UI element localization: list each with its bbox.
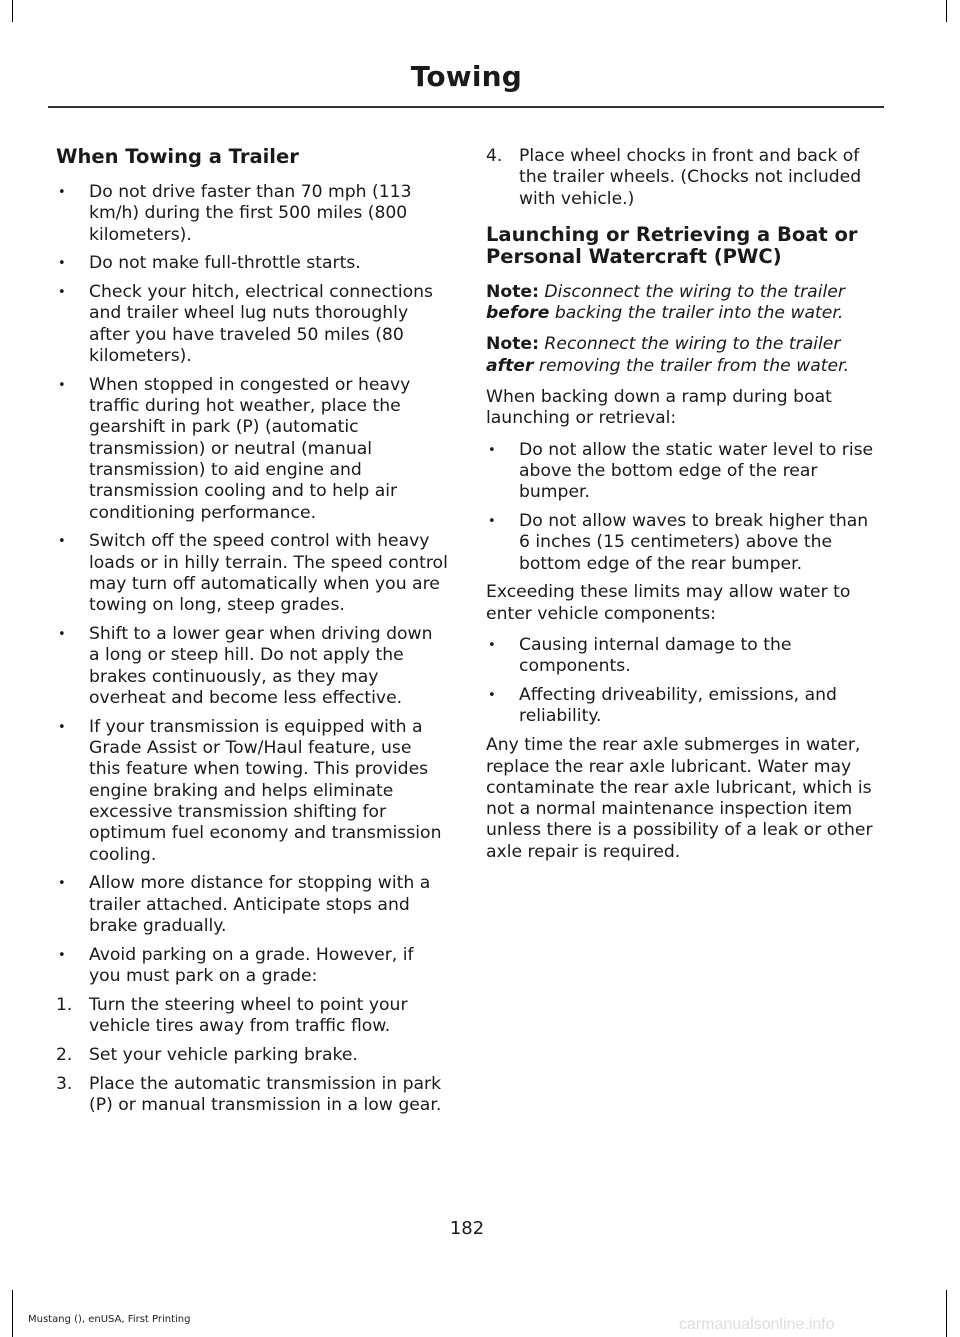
right-column [486,146,884,873]
list-item: • Affecting driveability, emissions, and reliability. [488,685,837,727]
numbered-step: 1. Turn the steering wheel to point your vehicle tires away from traffic flow. [56,994,408,1037]
edition-footer: Mustang (), enUSA, First Printing [28,1314,191,1325]
note-disconnect-wiring: Note: Disconnect the wiring to the trailer before backing the trailer into the water. [486,281,845,324]
list-item: • Causing internal damage to the components. [488,635,792,677]
list-item: • Check your hitch, electrical connections and trailer wheel lug nuts thoroughly after you have traveled 50 miles (80 kilometers). [58,282,433,367]
parking-steps-list-continued [486,146,884,210]
section-heading-towing-trailer: When Towing a Trailer [56,145,299,168]
crop-mark-top-left-vertical [12,0,13,22]
consequences-bullet-list [486,635,884,728]
page-header-title: Towing [410,60,522,93]
ramp-intro-paragraph: When backing down a ramp during boat launching or retrieval: [486,387,832,429]
page-number: 182 [449,1218,485,1239]
list-item: • Do not drive faster than 70 mph (113 km/h) during the first 500 miles (800 kilometers). [58,182,412,245]
towing-bullet-list [56,182,448,987]
section-heading-boat-launch: Launching or Retrieving a Boat or Personal Watercraft (PWC) [486,222,858,268]
crop-mark-bottom-right-vertical [946,1290,947,1337]
list-item: • Shift to a lower gear when driving down a long or steep hill. Do not apply the brakes continuously, as they may overheat and become less effective. [58,624,433,709]
header-rule [48,106,884,108]
list-item: • Do not make full-throttle starts. [58,253,361,274]
crop-mark-bottom-left-vertical [12,1290,13,1337]
list-item: • When stopped in congested or heavy traffic during hot weather, place the gearshift in park (P) (automatic transmission) or neutral (manual transmission) to aid engine and transmission cooling and to help air conditioning performance. [58,374,411,523]
list-item: • Switch off the speed control with heavy loads or in hilly terrain. The speed control may turn off automatically when you are towing on long, steep grades. [58,531,448,616]
axle-lubricant-paragraph: Any time the rear axle submerges in water, replace the rear axle lubricant. Water may contaminate the rear axle lubricant, which is not a normal maintenance inspection item unless there is a possibility of a leak or other axle repair is required. [486,735,873,862]
list-item: • If your transmission is equipped with a Grade Assist or Tow/Haul feature, use this feature when towing. This provides engine braking and helps eliminate excessive transmission shifting for optimum fuel economy and transmission cooling. [58,716,442,865]
list-item: • Do not allow waves to break higher than 6 inches (15 centimeters) above the bottom edge of the rear bumper. [488,511,869,574]
exceed-limits-paragraph: Exceeding these limits may allow water to enter vehicle components: [486,582,851,624]
numbered-step: 4. Place wheel chocks in front and back of the trailer wheels. (Chocks not included with vehicle.) [486,146,862,209]
numbered-step: 3. Place the automatic transmission in park (P) or manual transmission in a low gear. [56,1073,442,1116]
numbered-step: 2. Set your vehicle parking brake. [56,1044,358,1065]
list-item: • Avoid parking on a grade. However, if you must park on a grade: [58,944,414,987]
crop-mark-top-right-vertical [946,0,947,22]
site-watermark: carmanualsonline.info [679,1316,835,1333]
left-column [56,146,448,1124]
list-item: • Do not allow the static water level to rise above the bottom edge of the rear bumper. [488,439,874,503]
water-level-bullet-list [486,440,884,575]
note-reconnect-wiring: Note: Reconnect the wiring to the trailer after removing the trailer from the water. [486,334,850,376]
parking-steps-list [56,995,448,1116]
list-item: • Allow more distance for stopping with a trailer attached. Anticipate stops and brake gradually. [58,873,431,936]
